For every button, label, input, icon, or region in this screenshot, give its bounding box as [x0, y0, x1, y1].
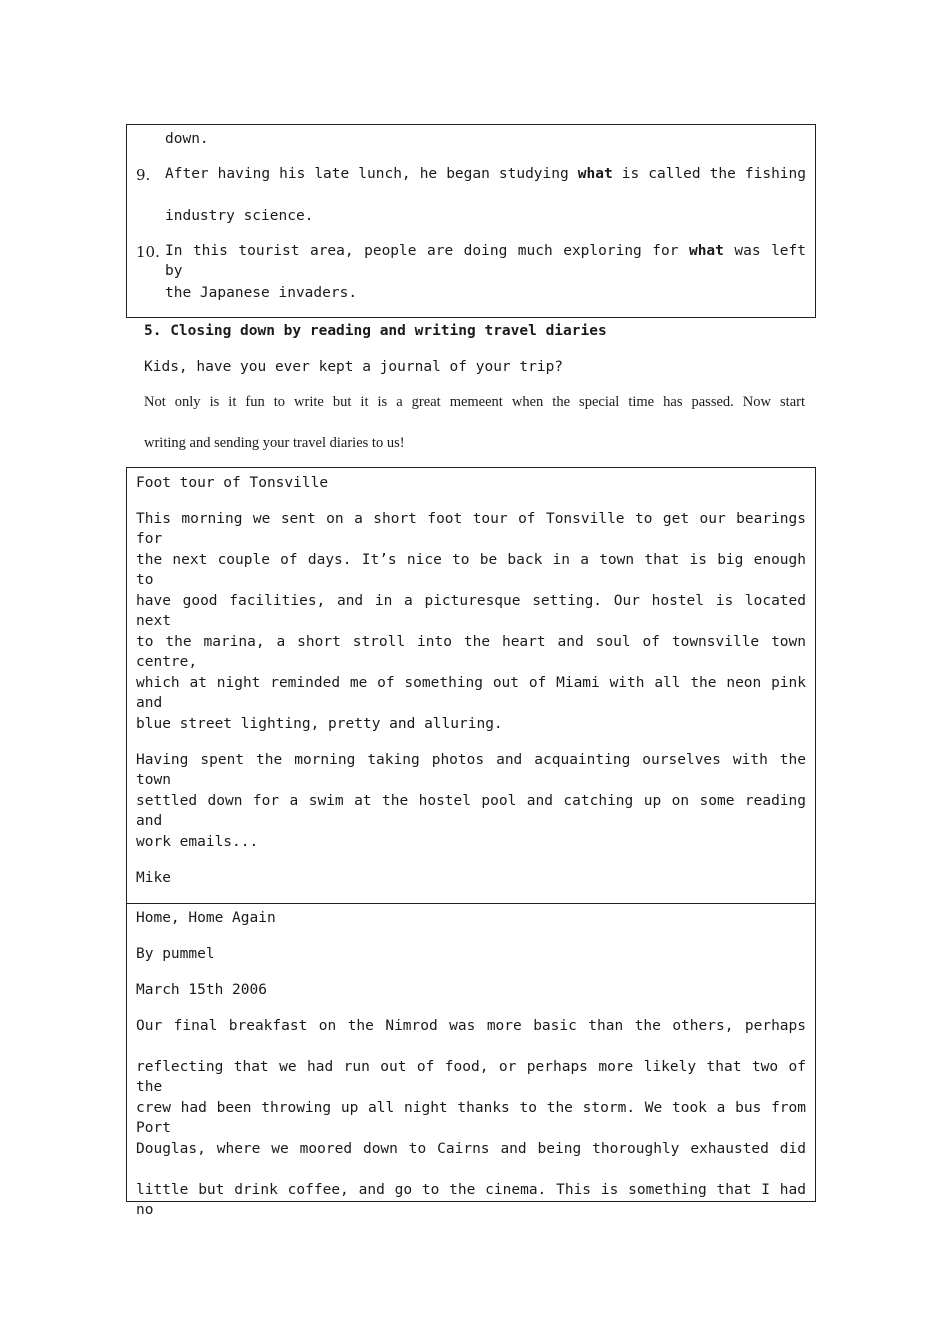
diary-1-line: the next couple of days. It’s nice to be back in a town that is big enough to [136, 552, 806, 588]
diary-1-author: Mike [136, 870, 171, 886]
diary-2-byline: By pummel [136, 946, 215, 962]
diary-2-line: Douglas, where we moored down to Cairns and being thoroughly exhausted did [136, 1141, 806, 1157]
item-9-line-1: After having his late lunch, he began studying what is called the fishing [165, 166, 806, 182]
section-heading: 5. Closing down by reading and writing travel diaries [144, 323, 607, 339]
section-paragraph-line-1: Not only is it fun to write but it is a great memeent when the special time has passed. Now start [144, 394, 805, 410]
item-10-number: 10. [136, 243, 160, 261]
section-paragraph-line-2: writing and sending your travel diaries to us! [144, 435, 405, 451]
diary-1-line: settled down for a swim at the hostel pool and catching up on some reading and [136, 793, 806, 829]
diary-2-line: reflecting that we had run out of food, or perhaps more likely that two of the [136, 1059, 806, 1095]
item-10-line-2: the Japanese invaders. [165, 285, 358, 301]
exercise-box [126, 124, 816, 318]
diary-2-title: Home, Home Again [136, 910, 276, 926]
item-9-line-2: industry science. [165, 208, 314, 224]
diary-1-line: Having spent the morning taking photos and acquainting ourselves with the town [136, 752, 806, 788]
diary-box [126, 467, 816, 1218]
continued-line: down. [165, 131, 209, 147]
diary-2-line: little but drink coffee, and go to the cinema. This is something that I had no [136, 1182, 806, 1218]
item-9-number: 9. [136, 166, 151, 184]
diary-2-line: Our final breakfast on the Nimrod was more basic than the others, perhaps [136, 1018, 806, 1034]
diary-1-line: which at night reminded me of something out of Miami with all the neon pink and [136, 675, 806, 711]
diary-1-line: This morning we sent on a short foot tour of Tonsville to get our bearings for [136, 511, 806, 547]
diary-2-line: crew had been throwing up all night thanks to the storm. We took a bus from Port [136, 1100, 806, 1136]
diary-2-date: March 15th 2006 [136, 982, 267, 998]
item-10-line-1: In this tourist area, people are doing much exploring for what was left by [165, 243, 806, 279]
diary-1-line: work emails... [136, 834, 259, 850]
diary-1-line: blue street lighting, pretty and alluring. [136, 716, 503, 732]
diary-1-title: Foot tour of Tonsville [136, 475, 329, 491]
diary-1-line: to the marina, a short stroll into the heart and soul of townsville town centre, [136, 634, 806, 670]
section-intro: Kids, have you ever kept a journal of your trip? [144, 359, 564, 375]
diary-1-line: have good facilities, and in a picturesque setting. Our hostel is located next [136, 593, 806, 629]
diary-divider [127, 903, 815, 904]
